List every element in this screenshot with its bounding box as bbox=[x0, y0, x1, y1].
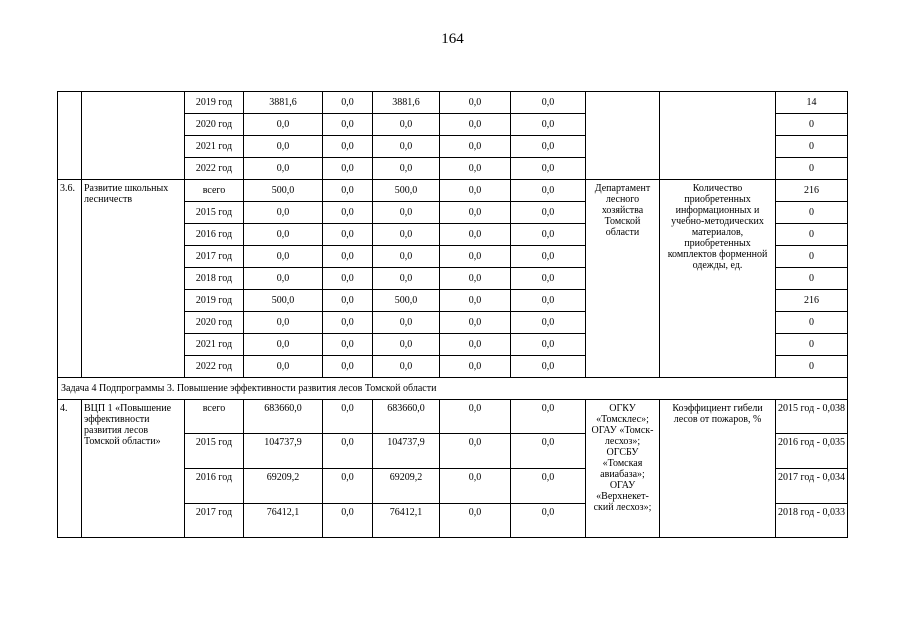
executor-cell: Департамент лесного хозяйства Томской области bbox=[586, 180, 660, 378]
regional-cell: 0,0 bbox=[373, 224, 440, 246]
regional-cell: 0,0 bbox=[373, 312, 440, 334]
local-cell: 0,0 bbox=[440, 290, 511, 312]
local-cell: 0,0 bbox=[440, 334, 511, 356]
federal-cell: 0,0 bbox=[323, 180, 373, 202]
local-cell: 0,0 bbox=[440, 504, 511, 538]
year-cell: 2020 год bbox=[185, 312, 244, 334]
total-cell: 683660,0 bbox=[244, 400, 323, 434]
indicator-cell: Коэффициент гибели лесов от пожаров, % bbox=[660, 400, 776, 538]
total-cell: 500,0 bbox=[244, 180, 323, 202]
extra-cell: 0,0 bbox=[511, 246, 586, 268]
table-row bbox=[58, 378, 848, 400]
year-cell: всего bbox=[185, 180, 244, 202]
local-cell: 0,0 bbox=[440, 136, 511, 158]
regional-cell: 0,0 bbox=[373, 334, 440, 356]
indicator-value-cell: 0 bbox=[776, 334, 848, 356]
local-cell: 0,0 bbox=[440, 158, 511, 180]
extra-cell: 0,0 bbox=[511, 158, 586, 180]
extra-cell: 0,0 bbox=[511, 400, 586, 434]
federal-cell: 0,0 bbox=[323, 92, 373, 114]
name-cell bbox=[82, 92, 185, 180]
year-cell: 2016 год bbox=[185, 224, 244, 246]
year-cell: 2015 год bbox=[185, 434, 244, 469]
indicator-value-cell: 0 bbox=[776, 356, 848, 378]
federal-cell: 0,0 bbox=[323, 290, 373, 312]
total-cell: 0,0 bbox=[244, 158, 323, 180]
total-cell: 0,0 bbox=[244, 114, 323, 136]
local-cell: 0,0 bbox=[440, 114, 511, 136]
year-cell: 2016 год bbox=[185, 469, 244, 504]
extra-cell: 0,0 bbox=[511, 290, 586, 312]
executor-cell bbox=[586, 92, 660, 180]
regional-cell: 683660,0 bbox=[373, 400, 440, 434]
num-cell bbox=[58, 92, 82, 180]
total-cell: 3881,6 bbox=[244, 92, 323, 114]
year-cell: 2022 год bbox=[185, 158, 244, 180]
local-cell: 0,0 bbox=[440, 246, 511, 268]
year-cell: 2021 год bbox=[185, 334, 244, 356]
federal-cell: 0,0 bbox=[323, 312, 373, 334]
federal-cell: 0,0 bbox=[323, 469, 373, 504]
total-cell: 0,0 bbox=[244, 136, 323, 158]
extra-cell: 0,0 bbox=[511, 334, 586, 356]
task-heading: Задача 4 Подпрограммы 3. Повышение эффективности развития лесов Томской области bbox=[58, 378, 848, 400]
extra-cell: 0,0 bbox=[511, 268, 586, 290]
indicator-cell bbox=[660, 92, 776, 180]
federal-cell: 0,0 bbox=[323, 158, 373, 180]
total-cell: 0,0 bbox=[244, 268, 323, 290]
indicator-value-cell: 2018 год - 0,033 bbox=[776, 504, 848, 538]
indicator-value-cell: 0 bbox=[776, 246, 848, 268]
local-cell: 0,0 bbox=[440, 180, 511, 202]
indicator-value-cell: 2016 год - 0,035 bbox=[776, 434, 848, 469]
federal-cell: 0,0 bbox=[323, 334, 373, 356]
regional-cell: 3881,6 bbox=[373, 92, 440, 114]
regional-cell: 69209,2 bbox=[373, 469, 440, 504]
regional-cell: 500,0 bbox=[373, 180, 440, 202]
extra-cell: 0,0 bbox=[511, 114, 586, 136]
year-cell: всего bbox=[185, 400, 244, 434]
budget-table bbox=[57, 91, 848, 538]
indicator-value-cell: 2017 год - 0,034 bbox=[776, 469, 848, 504]
total-cell: 0,0 bbox=[244, 246, 323, 268]
indicator-value-cell: 0 bbox=[776, 158, 848, 180]
federal-cell: 0,0 bbox=[323, 114, 373, 136]
total-cell: 104737,9 bbox=[244, 434, 323, 469]
year-cell: 2018 год bbox=[185, 268, 244, 290]
local-cell: 0,0 bbox=[440, 356, 511, 378]
year-cell: 2021 год bbox=[185, 136, 244, 158]
total-cell: 0,0 bbox=[244, 202, 323, 224]
local-cell: 0,0 bbox=[440, 224, 511, 246]
item-name: ВЦП 1 «Повышение эффективности развития лесов Томской области» bbox=[82, 400, 185, 538]
federal-cell: 0,0 bbox=[323, 356, 373, 378]
regional-cell: 0,0 bbox=[373, 158, 440, 180]
indicator-value-cell: 216 bbox=[776, 290, 848, 312]
extra-cell: 0,0 bbox=[511, 356, 586, 378]
total-cell: 0,0 bbox=[244, 224, 323, 246]
indicator-value-cell: 0 bbox=[776, 136, 848, 158]
indicator-value-cell: 14 bbox=[776, 92, 848, 114]
executor-cell: ОГКУ «Томсклес»; ОГАУ «Томск-лесхоз»; ОГСБУ «Томская авиабаза»; ОГАУ «Верхнекет-ский лесхоз»; bbox=[586, 400, 660, 538]
year-cell: 2020 год bbox=[185, 114, 244, 136]
regional-cell: 0,0 bbox=[373, 114, 440, 136]
year-cell: 2017 год bbox=[185, 504, 244, 538]
local-cell: 0,0 bbox=[440, 268, 511, 290]
indicator-value-cell: 0 bbox=[776, 312, 848, 334]
indicator-value-cell: 0 bbox=[776, 114, 848, 136]
indicator-value-cell: 0 bbox=[776, 224, 848, 246]
item-name: Развитие школьных лесничеств bbox=[82, 180, 185, 378]
extra-cell: 0,0 bbox=[511, 180, 586, 202]
page-number: 164 bbox=[441, 31, 464, 47]
year-cell: 2019 год bbox=[185, 92, 244, 114]
indicator-value-cell: 0 bbox=[776, 202, 848, 224]
federal-cell: 0,0 bbox=[323, 224, 373, 246]
regional-cell: 0,0 bbox=[373, 246, 440, 268]
federal-cell: 0,0 bbox=[323, 268, 373, 290]
local-cell: 0,0 bbox=[440, 469, 511, 504]
total-cell: 76412,1 bbox=[244, 504, 323, 538]
local-cell: 0,0 bbox=[440, 312, 511, 334]
extra-cell: 0,0 bbox=[511, 434, 586, 469]
total-cell: 69209,2 bbox=[244, 469, 323, 504]
item-number: 3.6. bbox=[58, 180, 82, 378]
regional-cell: 0,0 bbox=[373, 356, 440, 378]
total-cell: 0,0 bbox=[244, 334, 323, 356]
local-cell: 0,0 bbox=[440, 434, 511, 469]
regional-cell: 0,0 bbox=[373, 136, 440, 158]
extra-cell: 0,0 bbox=[511, 469, 586, 504]
table-row bbox=[58, 180, 848, 202]
regional-cell: 104737,9 bbox=[373, 434, 440, 469]
regional-cell: 0,0 bbox=[373, 268, 440, 290]
year-cell: 2022 год bbox=[185, 356, 244, 378]
extra-cell: 0,0 bbox=[511, 504, 586, 538]
extra-cell: 0,0 bbox=[511, 312, 586, 334]
local-cell: 0,0 bbox=[440, 202, 511, 224]
total-cell: 500,0 bbox=[244, 290, 323, 312]
year-cell: 2017 год bbox=[185, 246, 244, 268]
federal-cell: 0,0 bbox=[323, 136, 373, 158]
federal-cell: 0,0 bbox=[323, 202, 373, 224]
federal-cell: 0,0 bbox=[323, 434, 373, 469]
table-row bbox=[58, 92, 848, 114]
federal-cell: 0,0 bbox=[323, 400, 373, 434]
regional-cell: 0,0 bbox=[373, 202, 440, 224]
year-cell: 2019 год bbox=[185, 290, 244, 312]
extra-cell: 0,0 bbox=[511, 136, 586, 158]
extra-cell: 0,0 bbox=[511, 202, 586, 224]
local-cell: 0,0 bbox=[440, 92, 511, 114]
total-cell: 0,0 bbox=[244, 356, 323, 378]
regional-cell: 76412,1 bbox=[373, 504, 440, 538]
indicator-cell: Количество приобретенных информационных и учебно-методических материалов, приобретенных комплектов форменной одежды, ед. bbox=[660, 180, 776, 378]
federal-cell: 0,0 bbox=[323, 246, 373, 268]
local-cell: 0,0 bbox=[440, 400, 511, 434]
federal-cell: 0,0 bbox=[323, 504, 373, 538]
total-cell: 0,0 bbox=[244, 312, 323, 334]
indicator-value-cell: 0 bbox=[776, 268, 848, 290]
extra-cell: 0,0 bbox=[511, 224, 586, 246]
year-cell: 2015 год bbox=[185, 202, 244, 224]
regional-cell: 500,0 bbox=[373, 290, 440, 312]
item-number: 4. bbox=[58, 400, 82, 538]
indicator-value-cell: 2015 год - 0,038 bbox=[776, 400, 848, 434]
indicator-value-cell: 216 bbox=[776, 180, 848, 202]
table-row bbox=[58, 400, 848, 434]
extra-cell: 0,0 bbox=[511, 92, 586, 114]
